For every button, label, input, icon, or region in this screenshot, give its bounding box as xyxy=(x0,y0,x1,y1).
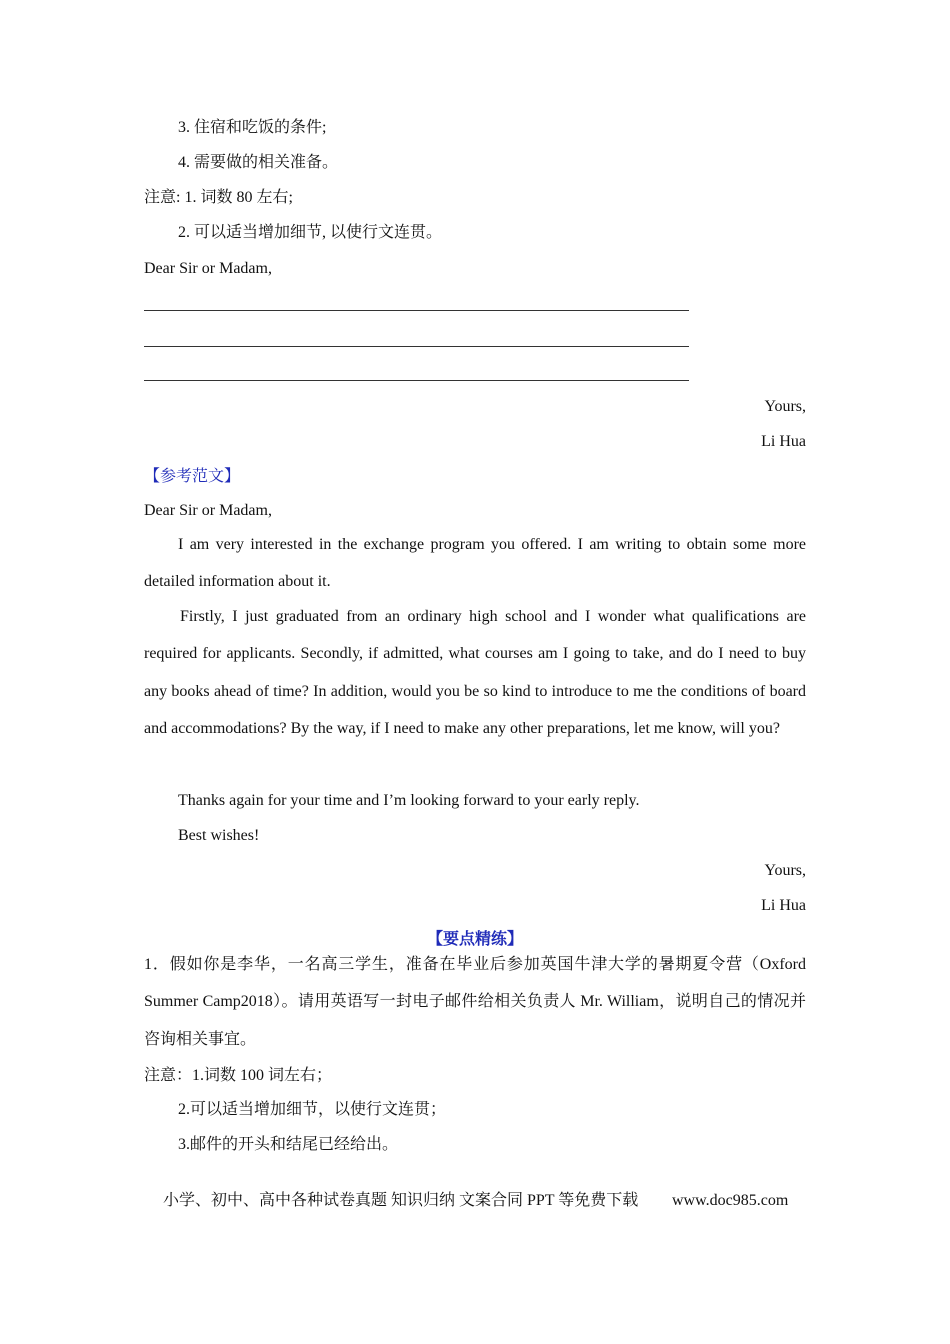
answer-line xyxy=(144,310,689,311)
practice-note-3: 3.邮件的开头和结尾已经给出。 xyxy=(178,1136,399,1153)
sample-signature: Li Hua xyxy=(761,897,806,914)
sample-heading: 【参考范文】 xyxy=(144,468,241,485)
footer-text: 小学、初中、高中各种试卷真题 知识归纳 文案合同 PPT 等免费下载 xyxy=(163,1192,639,1209)
letter-greeting: Dear Sir or Madam, xyxy=(144,260,272,277)
sample-closing: Yours, xyxy=(764,862,806,879)
answer-line xyxy=(144,346,689,347)
practice-note-2: 2.可以适当增加细节，以使行文连贯； xyxy=(178,1101,447,1118)
requirement-3: 3. 住宿和吃饭的条件; xyxy=(178,119,327,136)
sample-paragraph-4: Best wishes! xyxy=(178,827,260,844)
note-2: 2. 可以适当增加细节, 以使行文连贯。 xyxy=(178,224,443,241)
footer-url[interactable]: www.doc985.com xyxy=(672,1192,789,1209)
requirement-4: 4. 需要做的相关准备。 xyxy=(178,154,339,171)
note-1: 注意: 1. 词数 80 左右; xyxy=(144,189,293,206)
sample-paragraph-2: Firstly, I just graduated from an ordinary high school and I wonder what qualifications are required for applicants. Secondly, if admitted, what courses am I going to take, and do I need to buy any books ahead of time? In addition, would you be so kind to introduce to me the conditions of board and accommodations? By the way, if I need to make any other preparations, let me know, will you? xyxy=(144,608,806,737)
letter-closing: Yours, xyxy=(764,398,806,415)
practice-heading: 【要点精练】 xyxy=(426,931,523,948)
practice-item-1: 1．假如你是李华，一名高三学生，准备在毕业后参加英国牛津大学的暑期夏令营（Oxford Summer Camp2018）。请用英语写一封电子邮件给相关负责人 Mr. William，说明自己的情况并咨询相关事宜。 xyxy=(144,956,806,1048)
practice-note-1: 注意：1.词数 100 词左右； xyxy=(144,1067,333,1084)
letter-signature: Li Hua xyxy=(761,433,806,450)
answer-line xyxy=(144,380,689,381)
sample-greeting: Dear Sir or Madam, xyxy=(144,502,272,519)
sample-paragraph-1: I am very interested in the exchange program you offered. I am writing to obtain some more detailed information about it. xyxy=(144,536,806,591)
sample-paragraph-3: Thanks again for your time and I’m looking forward to your early reply. xyxy=(178,792,640,809)
